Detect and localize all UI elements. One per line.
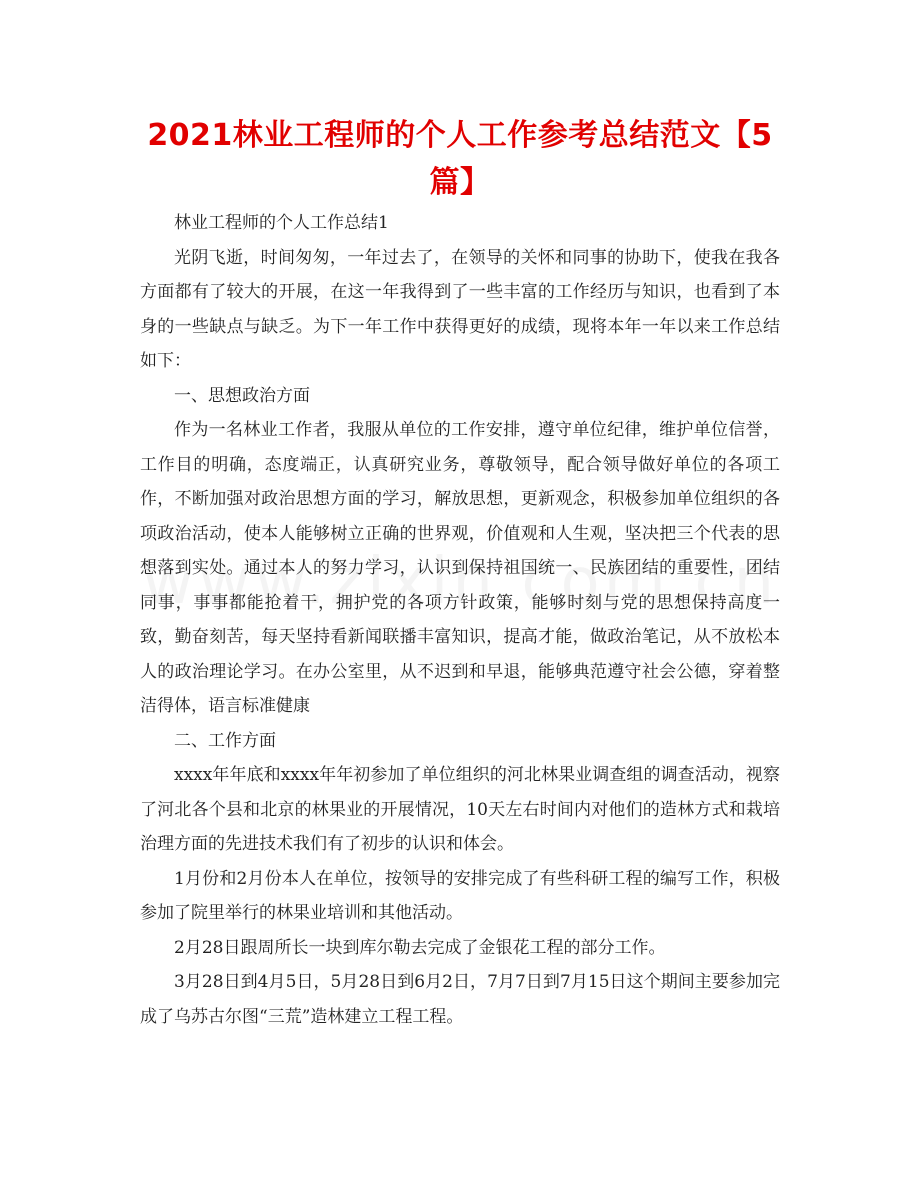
section-heading-summary-1: 林业工程师的个人工作总结1	[174, 213, 389, 233]
work-paragraph-jan-feb: 1月份和2月份本人在单位，按领导的安排完成了有些科研工程的编写工作，积极参加了院里举行的林果业培训和其他活动。	[140, 868, 780, 923]
section-heading-political: 一、思想政治方面	[174, 385, 310, 406]
work-paragraph-periods: 3月28日到4月5日，5月28日到6月2日，7月7日到7月15日这个期间主要参加完成了乌苏古尔图“三荒”造林建立工程工程。	[140, 972, 780, 1027]
intro-paragraph: 光阴飞逝，时间匆匆，一年过去了，在领导的关怀和同事的协助下，使我在我各方面都有了较大的开展，在这一年我得到了一些丰富的工作经历与知识，也看到了本身的一些缺点与缺乏。为下一年工作中获得更好的成绩，现将本年一年以来工作总结如下：	[140, 247, 780, 371]
document-title: 2021林业工程师的个人工作参考总结范文【5篇】	[147, 118, 773, 200]
document-body	[140, 206, 780, 1034]
work-paragraph-survey: xxxx年年底和xxxx年年初参加了单位组织的河北林果业调查组的调查活动，视察了河北各个县和北京的林果业的开展情况，10天左右时间内对他们的造林方式和栽培治理方面的先进技术我们有了初步的认识和体会。	[140, 765, 780, 854]
section-heading-work: 二、工作方面	[174, 730, 276, 751]
work-paragraph-feb-28: 2月28日跟周所长一块到库尔勒去完成了金银花工程的部分工作。	[174, 937, 666, 958]
political-paragraph: 作为一名林业工作者，我服从单位的工作安排，遵守单位纪律，维护单位信誉，工作目的明确，态度端正，认真研究业务，尊敬领导，配合领导做好单位的各项工作，不断加强对政治思想方面的学习，解放思想，更新观念，积极参加单位组织的各项政治活动，使本人能够树立正确的世界观，价值观和人生观，坚决把三个代表的思想落到实处。通过本人的努力学习，认识到保持祖国统一、民族团结的重要性，团结同事，事事都能抢着干，拥护党的各项方针政策，能够时刻与党的思想保持高度一致，勤奋刻苦，每天坚持看新闻联播丰富知识，提高才能，做政治笔记，从不放松本人的政治理论学习。在办公室里，从不迟到和早退，能够典范遵守社会公德，穿着整洁得体，语言标准健康	[140, 420, 780, 716]
